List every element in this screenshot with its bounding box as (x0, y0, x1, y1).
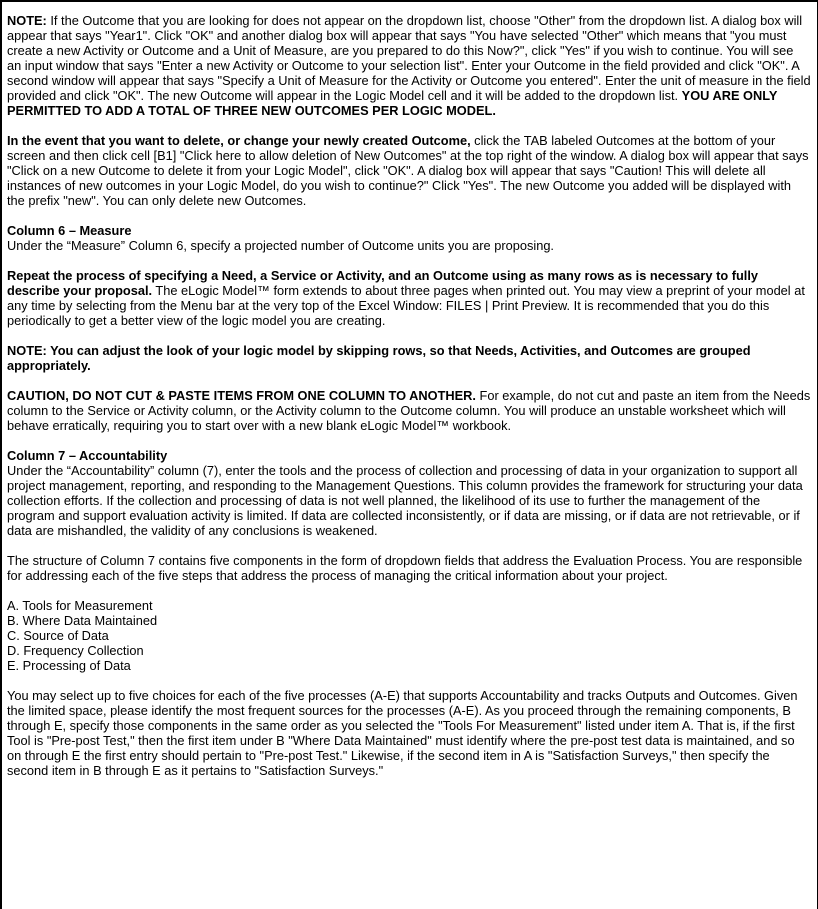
note-add-outcome-paragraph (7, 13, 811, 118)
repeat-process-lead: Repeat the process of specifying a Need, a Service or Activity, and an Outcome using as many rows as is necessary to fully describe your proposal. (7, 268, 759, 298)
delete-outcome-paragraph (7, 133, 811, 208)
repeat-process-body: The eLogic Model™ form extends to about three pages when printed out. You may view a preprint of your model at any time by selecting from the Menu bar at the very top of the Excel Window: FILES | Print Preview. It is recommended that you do this periodically to get a better view of the logic model you are creating. (7, 283, 805, 328)
structure-paragraph: The structure of Column 7 contains five components in the form of dropdown fields that address the Evaluation Process. You are responsible for addressing each of the five steps that address the process of managing the critical information about your project. (7, 553, 803, 583)
caution-body: For example, do not cut and paste an item from the Needs column to the Service or Activity column, or the Activity column to the Outcome column. You will produce an unstable worksheet which will behave erratically, requiring you to start over with a new blank eLogic Model™ workbook. (7, 388, 811, 433)
note-body-text: If the Outcome that you are looking for does not appear on the dropdown list, choose "Other" from the dropdown list. A dialog box will appear that says "Year1". Click "OK" and another dialog box will appear that says "You have selected "Other" which means that "you must create a new Activity or Outcome and a Unit of Measure, are you prepared to do this Now?", click "Yes" if you wish to continue. You will see an input window that says "Enter a new Activity or Outcome to your selection list". Enter your Outcome in the field provided and click "OK". A second window will appear that says "Specify a Unit of Measure for the Activity or Outcome you entered". Enter the unit of measure in the field provided and click "OK". The new Outcome will appear in the Logic Model cell and it will be added to the dropdown list. (7, 13, 811, 103)
caution-lead: CAUTION, DO NOT CUT & PASTE ITEMS FROM ONE COLUMN TO ANOTHER. (7, 388, 476, 403)
delete-outcome-lead: In the event that you want to delete, or change your newly created Outcome, (7, 133, 471, 148)
delete-outcome-body: click the TAB labeled Outcomes at the bottom of your screen and then click cell [B1] "Click here to allow deletion of New Outcomes" at the top right of the window. A dialog box will appear that says "Click on a new Outcome to delete it from your Logic Model", click "OK". A dialog box will appear that says "Caution! This will delete all instances of new outcomes in your Logic Model, do you wish to continue?" Click "Yes". The new Outcome you added will be displayed with the prefix "new". You can only delete new Outcomes. (7, 133, 809, 208)
repeat-process-paragraph (7, 268, 811, 328)
column6-paragraph: Under the “Measure” Column 6, specify a projected number of Outcome units you are proposing. (7, 238, 554, 253)
note-label: NOTE: (7, 13, 51, 28)
selection-paragraph: You may select up to five choices for each of the five processes (A-E) that supports Accountability and tracks Outputs and Outcomes. Given the limited space, please identify the most frequent sources for the processes (A-E). As you proceed through the remaining components, B through E, specify those components in the same order as you selected the "Tools For Measurement" listed under item A. That is, if the first Tool is "Pre-post Test," then the first item under B "Where Data Maintained" must identify where the pre-post test data is maintained, and so on through E the first entry should pertain to "Pre-post Test." Likewise, if the second item in A is "Satisfaction Surveys," then specify the second item in B through E as it pertains to "Satisfaction Surveys." (7, 688, 798, 778)
list-item-frequency: D. Frequency Collection (7, 643, 144, 658)
list-item-processing: E. Processing of Data (7, 658, 131, 673)
note-bold-warning: YOU ARE ONLY PERMITTED TO ADD A TOTAL OF THREE NEW OUTCOMES PER LOGIC MODEL. (7, 88, 778, 118)
list-item-tools: A. Tools for Measurement (7, 598, 153, 613)
caution-paragraph (7, 388, 811, 433)
list-item-where-data: B. Where Data Maintained (7, 613, 158, 628)
components-list (7, 598, 811, 673)
column6-heading: Column 6 – Measure (7, 223, 132, 238)
column7-heading: Column 7 – Accountability (7, 448, 168, 463)
column7-paragraph: Under the “Accountability” column (7), enter the tools and the process of collection and processing of data in your organization to support all project management, reporting, and responding to the Management Questions. This column provides the framework for structuring your data collection efforts. If the collection and processing of data is not well planned, the likelihood of its use to further the management of the program and support evaluation activity is limited. If data are collected inconsistently, or if data are missing, or if data are not retrievable, or if data are mishandled, the validity of any conclusions is weakened. (7, 463, 803, 538)
note-skip-rows-paragraph (7, 343, 811, 373)
note-skip-rows-text: NOTE: You can adjust the look of your logic model by skipping rows, so that Needs, Activities, and Outcomes are grouped appropriately. (7, 343, 751, 373)
list-item-source: C. Source of Data (7, 628, 109, 643)
